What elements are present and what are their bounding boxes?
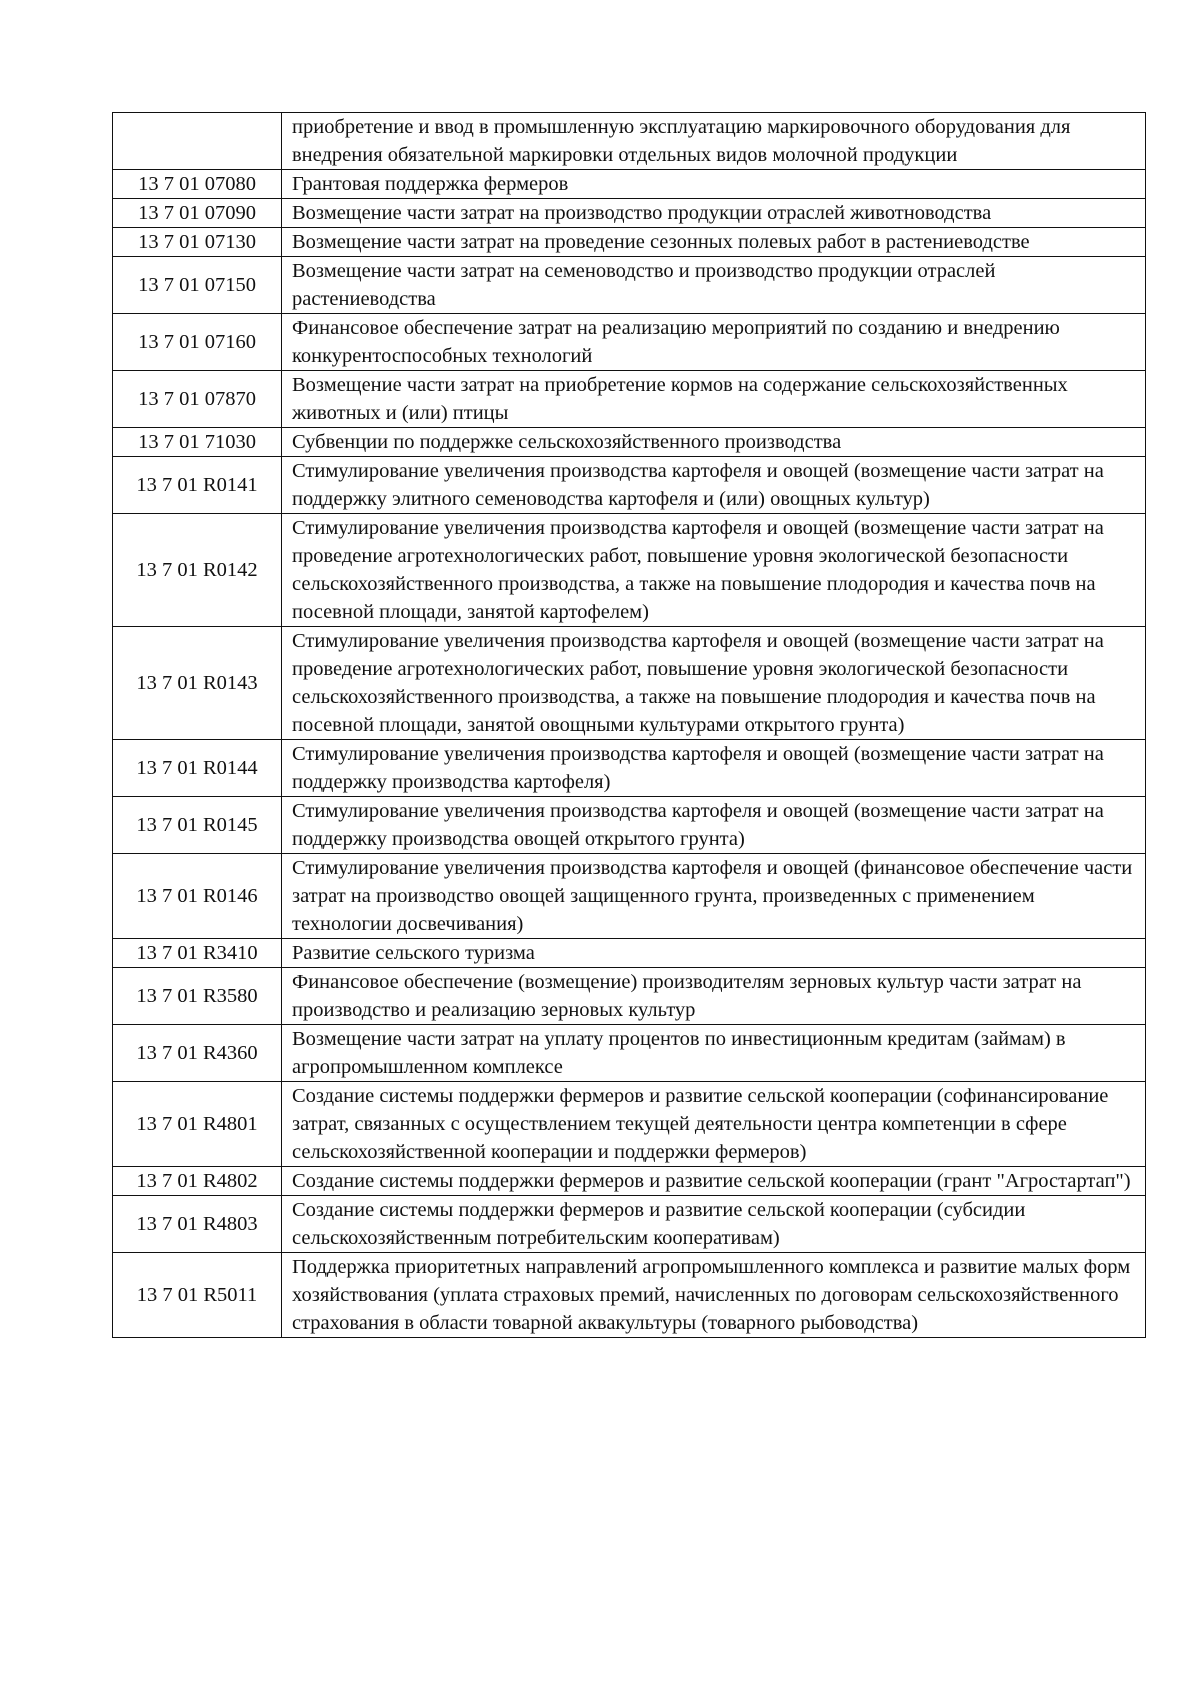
- code-cell: 13 7 01 R4803: [113, 1196, 282, 1253]
- table-row: [113, 371, 1146, 428]
- table-row: [113, 1253, 1146, 1338]
- code-cell: 13 7 01 R4801: [113, 1082, 282, 1167]
- budget-codes-table: [112, 112, 1146, 1338]
- table-row: [113, 854, 1146, 939]
- table-row: [113, 797, 1146, 854]
- table-row: [113, 457, 1146, 514]
- code-cell: [113, 113, 282, 170]
- table-row: [113, 939, 1146, 968]
- description-cell: Поддержка приоритетных направлений агропромышленного комплекса и развитие малых форм хозяйствования (уплата страховых премий, начисленных по договорам сельскохозяйственного страхования в области товарной аквакультуры (товарного рыбоводства): [282, 1253, 1146, 1338]
- code-cell: 13 7 01 R0144: [113, 740, 282, 797]
- table-row: [113, 199, 1146, 228]
- table-row: [113, 170, 1146, 199]
- code-cell: 13 7 01 R0146: [113, 854, 282, 939]
- description-cell: Стимулирование увеличения производства картофеля и овощей (возмещение части затрат на поддержку производства картофеля): [282, 740, 1146, 797]
- table-row: [113, 1025, 1146, 1082]
- description-cell: Финансовое обеспечение (возмещение) производителям зерновых культур части затрат на производство и реализацию зерновых культур: [282, 968, 1146, 1025]
- description-cell: Возмещение части затрат на семеноводство и производство продукции отраслей растениеводства: [282, 257, 1146, 314]
- table-row: [113, 257, 1146, 314]
- table-row: [113, 1082, 1146, 1167]
- code-cell: 13 7 01 R0142: [113, 514, 282, 627]
- description-cell: Стимулирование увеличения производства картофеля и овощей (возмещение части затрат на проведение агротехнологических работ, повышение уровня экологической безопасности сельскохозяйственного производства, а также на повышение плодородия и качества почв на посевной площади, занятой овощными культурами открытого грунта): [282, 627, 1146, 740]
- code-cell: 13 7 01 R0143: [113, 627, 282, 740]
- description-cell: Создание системы поддержки фермеров и развитие сельской кооперации (софинансирование затрат, связанных с осуществлением текущей деятельности центра компетенции в сфере сельскохозяйственной кооперации и поддержки фермеров): [282, 1082, 1146, 1167]
- table-row: [113, 1196, 1146, 1253]
- code-cell: 13 7 01 R0141: [113, 457, 282, 514]
- description-cell: Развитие сельского туризма: [282, 939, 1146, 968]
- table-row: [113, 428, 1146, 457]
- table-row: [113, 514, 1146, 627]
- description-cell: Стимулирование увеличения производства картофеля и овощей (возмещение части затрат на проведение агротехнологических работ, повышение уровня экологической безопасности сельскохозяйственного производства, а также на повышение плодородия и качества почв на посевной площади, занятой картофелем): [282, 514, 1146, 627]
- description-cell: Возмещение части затрат на уплату процентов по инвестиционным кредитам (займам) в агропромышленном комплексе: [282, 1025, 1146, 1082]
- description-cell: Возмещение части затрат на производство продукции отраслей животноводства: [282, 199, 1146, 228]
- code-cell: 13 7 01 07150: [113, 257, 282, 314]
- table-row: [113, 314, 1146, 371]
- code-cell: 13 7 01 R3580: [113, 968, 282, 1025]
- code-cell: 13 7 01 07160: [113, 314, 282, 371]
- description-cell: Возмещение части затрат на приобретение кормов на содержание сельскохозяйственных животных и (или) птицы: [282, 371, 1146, 428]
- description-cell: Создание системы поддержки фермеров и развитие сельской кооперации (субсидии сельскохозяйственным потребительским кооперативам): [282, 1196, 1146, 1253]
- description-cell: Стимулирование увеличения производства картофеля и овощей (возмещение части затрат на поддержку элитного семеноводства картофеля и (или) овощных культур): [282, 457, 1146, 514]
- code-cell: 13 7 01 07090: [113, 199, 282, 228]
- description-cell: Создание системы поддержки фермеров и развитие сельской кооперации (грант "Агростартап"): [282, 1167, 1146, 1196]
- description-cell: Стимулирование увеличения производства картофеля и овощей (финансовое обеспечение части затрат на производство овощей защищенного грунта, произведенных с применением технологии досвечивания): [282, 854, 1146, 939]
- description-cell: Субвенции по поддержке сельскохозяйственного производства: [282, 428, 1146, 457]
- code-cell: 13 7 01 71030: [113, 428, 282, 457]
- description-cell: Финансовое обеспечение затрат на реализацию мероприятий по созданию и внедрению конкурентоспособных технологий: [282, 314, 1146, 371]
- description-cell: Стимулирование увеличения производства картофеля и овощей (возмещение части затрат на поддержку производства овощей открытого грунта): [282, 797, 1146, 854]
- code-cell: 13 7 01 07080: [113, 170, 282, 199]
- code-cell: 13 7 01 R4802: [113, 1167, 282, 1196]
- table-body: [113, 113, 1146, 1338]
- code-cell: 13 7 01 R5011: [113, 1253, 282, 1338]
- table-row: [113, 113, 1146, 170]
- code-cell: 13 7 01 R4360: [113, 1025, 282, 1082]
- description-cell: Возмещение части затрат на проведение сезонных полевых работ в растениеводстве: [282, 228, 1146, 257]
- table-row: [113, 740, 1146, 797]
- table-row: [113, 627, 1146, 740]
- description-cell: приобретение и ввод в промышленную эксплуатацию маркировочного оборудования для внедрения обязательной маркировки отдельных видов молочной продукции: [282, 113, 1146, 170]
- table-row: [113, 968, 1146, 1025]
- code-cell: 13 7 01 07130: [113, 228, 282, 257]
- code-cell: 13 7 01 07870: [113, 371, 282, 428]
- code-cell: 13 7 01 R3410: [113, 939, 282, 968]
- table-row: [113, 228, 1146, 257]
- table-row: [113, 1167, 1146, 1196]
- code-cell: 13 7 01 R0145: [113, 797, 282, 854]
- description-cell: Грантовая поддержка фермеров: [282, 170, 1146, 199]
